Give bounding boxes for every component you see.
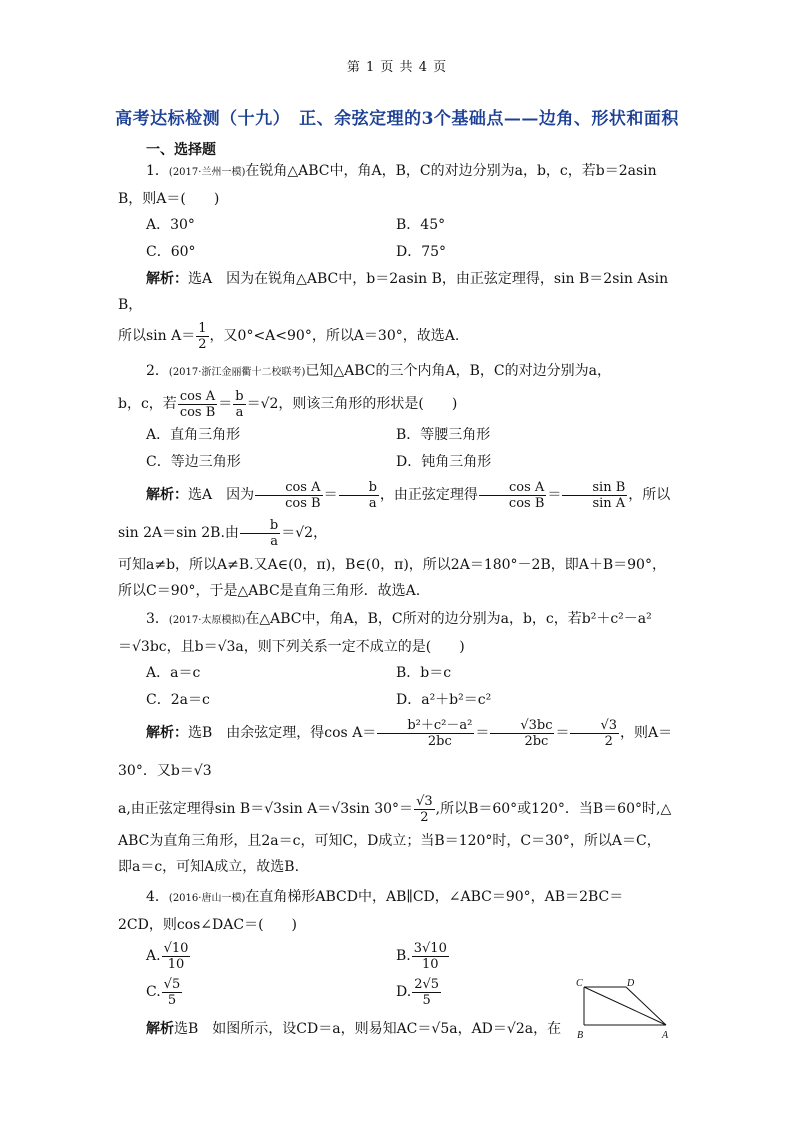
option-d: D．a²＋b²＝c² [396, 692, 492, 708]
question-2-solution: 解析：选A 因为 $\frac{\text{cos A}}{\text{cos B}}$ ＝ $\frac{b}{a}$ ，由正弦定理得 $\frac{\text{cos A}}{\text{cos B}}$ ＝ $\frac{\text{sin B}}{\text{sin A}}$ ，所以sin 2A＝sin 2B.由 $\frac{b}{a}$ ＝√2， [118, 479, 671, 549]
option-a: A．a＝c [146, 665, 201, 681]
question-1-options [118, 212, 684, 266]
question-4-solution: 解析选B 如图所示，设CD＝a，则易知AC＝√5a，AD＝√2a，在 [146, 1021, 562, 1037]
question-3-solution-end: 即a＝c，可知A成立，故选B. [118, 859, 300, 875]
option-d: D. $\frac{2√5}{5}$ [396, 976, 440, 1008]
option-a: A．直角三角形 [146, 427, 241, 443]
vertex-label-a: A [662, 1030, 669, 1041]
option-c: C．2a＝c [146, 692, 210, 708]
question-1-stem: 1．(2017·兰州一模)在锐角△ABC中，角A，B，C的对边分别为a，b，c，若b＝2asin [146, 163, 657, 179]
option-b: B．45° [396, 217, 446, 233]
trapezoid-figure [574, 975, 674, 1043]
question-3-solution-cont: a,由正弦定理得sin B＝√3sin A＝√3sin 30°＝ $\frac{√3}{2}$ ,所以B＝60°或120°．当B＝60°时,△ [118, 793, 672, 825]
vertex-label-c: C [576, 978, 583, 989]
option-a: A. $\frac{√10}{10}$ [146, 940, 189, 972]
question-4-stem: 4．(2016·唐山一模)在直角梯形ABCD中，AB∥CD，∠ABC＝90°，AB＝2BC＝ [146, 889, 624, 905]
question-3-stem: 3．(2017·太原模拟)在△ABC中，角A，B，C所对的边分别为a，b，c，若b²＋c²－a² [146, 611, 652, 627]
question-1-solution: 解析：选A 因为在锐角△ABC中，b＝2asin B，由正弦定理得，sin B＝2sin Asin B， [118, 271, 669, 313]
option-b: B．b＝c [396, 665, 452, 681]
question-4-stem-cont: 2CD，则cos∠DAC＝( ) [118, 917, 297, 933]
document-body [118, 158, 684, 1042]
vertex-label-b: B [577, 1030, 584, 1041]
option-c: C．60° [146, 244, 196, 260]
diagonal-ca [584, 987, 666, 1025]
option-c: C. $\frac{√5}{5}$ [146, 976, 181, 1008]
option-d: D．75° [396, 244, 447, 260]
page-header: 第 1 页 共 4 页 [346, 60, 448, 75]
question-1-stem-cont: B，则A＝( ) [118, 191, 220, 207]
vertex-label-d: D [627, 978, 635, 989]
option-c: C．等边三角形 [146, 454, 241, 470]
question-3-solution: 解析：选B 由余弦定理，得cos A＝ $\frac{\text{b²＋c²－a²}}{2bc}$ ＝ $\frac{√3bc}{2bc}$ ＝ $\frac{√3}{2}$ ，则A＝30°．又b＝√3 [118, 717, 673, 779]
document-title: 高考达标检测（十九） 正、余弦定理的3个基础点——边角、形状和面积 [115, 109, 679, 129]
question-3-solution-cont2: ABC为直角三角形，且2a＝c，可知C，D成立；当B＝120°时，C＝30°，所以A＝C， [118, 833, 661, 849]
question-2-solution-end: 所以C＝90°，于是△ABC是直角三角形．故选A. [118, 583, 421, 599]
question-3-stem-cont: ＝√3bc，且b＝√3a，则下列关系一定不成立的是( ) [118, 639, 465, 655]
question-2-solution-cont: 可知a≠b，所以A≠B.又A∈(0，π)，B∈(0，π)，所以2A＝180°－2B，即A＋B＝90°， [118, 557, 666, 573]
option-a: A．30° [146, 217, 195, 233]
section-heading: 一、选择题 [146, 142, 216, 158]
question-3-options [118, 660, 684, 714]
question-2-stem: 2．(2017·浙江金丽衢十二校联考)已知△ABC的三个内角A，B，C的对边分别为a， [146, 363, 611, 379]
option-b: B. $\frac{3√10}{10}$ [396, 940, 447, 972]
question-1-solution-cont: 所以sin A＝ $\frac{1}{2}$ ，又0°<A<90°，所以A＝30°，故选A. [118, 320, 460, 352]
option-b: B．等腰三角形 [396, 427, 491, 443]
fraction: $\frac{1}{2}$ [198, 320, 207, 352]
edge-da [626, 987, 666, 1025]
option-d: D．钝角三角形 [396, 454, 492, 470]
question-2-stem-cont: b，c，若 $\frac{\text{cos A}}{\text{cos B}}$ ＝ $\frac{b}{a}$ ＝√2，则该三角形的形状是( ) [118, 388, 458, 420]
question-2-options [118, 422, 684, 476]
